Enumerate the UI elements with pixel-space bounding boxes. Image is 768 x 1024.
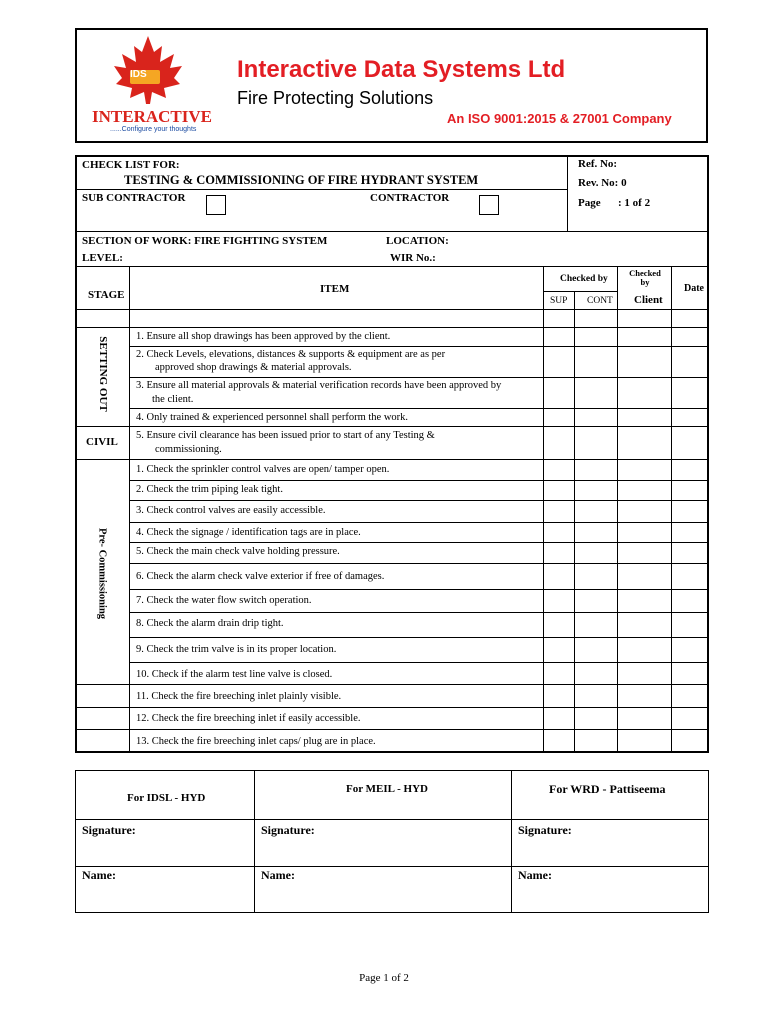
rev-no: Rev. No: 0 — [578, 177, 627, 189]
name-label-3: Name: — [518, 868, 552, 882]
location-label: LOCATION: — [386, 235, 449, 247]
cont-header: CONT — [587, 296, 613, 306]
item-precomm-1: 1. Check the sprinkler control valves are open/ tamper open. — [136, 464, 390, 475]
stage-setting-out: SETTING OUT — [97, 336, 109, 412]
signoff-wrd: For WRD - Pattiseema — [549, 782, 666, 796]
page-label: Page — [578, 197, 601, 209]
stage-civil: CIVIL — [86, 436, 118, 448]
sub-contractor-checkbox[interactable] — [206, 195, 226, 215]
checked-by-header: Checked by — [560, 274, 608, 284]
item-precomm-11: 11. Check the fire breeching inlet plainly visible. — [136, 691, 342, 702]
name-label-2: Name: — [261, 868, 295, 882]
date-header: Date — [684, 283, 704, 294]
item-header: ITEM — [320, 283, 350, 295]
item-setting-out-3: 3. Ensure all material approvals & material verification records have been approved by — [136, 380, 502, 391]
item-precomm-2: 2. Check the trim piping leak tight. — [136, 484, 283, 495]
logo-tagline: ......Configure your thoughts — [110, 126, 197, 133]
signoff-meil: For MEIL - HYD — [346, 783, 428, 795]
item-setting-out-1: 1. Ensure all shop drawings has been approved by the client. — [136, 331, 391, 342]
item-precomm-4: 4. Check the signage / identification tags are in place. — [136, 527, 361, 538]
item-precomm-7: 7. Check the water flow switch operation. — [136, 595, 312, 606]
logo-badge: IDS — [130, 69, 147, 80]
ref-no: Ref. No: — [578, 158, 618, 170]
name-label-1: Name: — [82, 868, 116, 882]
section-of-work: SECTION OF WORK: FIRE FIGHTING SYSTEM — [82, 235, 328, 247]
checked-by-client-header: Checked by — [629, 268, 661, 287]
signature-label-2: Signature: — [261, 823, 315, 837]
iso-statement: An ISO 9001:2015 & 27001 Company — [447, 111, 672, 126]
item-precomm-8: 8. Check the alarm drain drip tight. — [136, 618, 284, 629]
item-precomm-3: 3. Check control valves are easily accessible. — [136, 505, 326, 516]
contractor-checkbox[interactable] — [479, 195, 499, 215]
page-footer: Page 1 of 2 — [359, 972, 409, 984]
stage-pre-commissioning: Pre- Commissioning — [96, 527, 108, 620]
item-setting-out-4: 4. Only trained & experienced personnel shall perform the work. — [136, 412, 409, 423]
item-civil-5: 5. Ensure civil clearance has been issued prior to start of any Testing & — [136, 430, 435, 441]
company-subtitle: Fire Protecting Solutions — [237, 88, 434, 108]
stage-header: STAGE — [88, 289, 125, 301]
item-precomm-5: 5. Check the main check valve holding pressure. — [136, 546, 340, 557]
item-setting-out-3-cont: the client. — [152, 394, 194, 405]
signature-label-3: Signature: — [518, 823, 572, 837]
level-label: LEVEL: — [82, 252, 123, 264]
item-civil-5-cont: commissioning. — [155, 444, 222, 455]
client-header: Client — [634, 294, 663, 306]
company-name: Interactive Data Systems Ltd — [237, 56, 566, 83]
item-setting-out-2: 2. Check Levels, elevations, distances & supports & equipment are as per — [136, 349, 446, 360]
checklist-for-label: CHECK LIST FOR: — [82, 159, 180, 171]
item-precomm-9: 9. Check the trim valve is in its proper location. — [136, 644, 337, 655]
logo-word: INTERACTIVE — [92, 107, 212, 126]
sub-contractor-label: SUB CONTRACTOR — [82, 192, 186, 204]
checklist-title: TESTING & COMMISSIONING OF FIRE HYDRANT SYSTEM — [124, 173, 479, 187]
item-setting-out-2-cont: approved shop drawings & material approvals. — [155, 362, 352, 373]
page-value: : 1 of 2 — [618, 197, 651, 209]
sup-header: SUP — [550, 296, 568, 306]
item-precomm-6: 6. Check the alarm check valve exterior if free of damages. — [136, 571, 385, 582]
signature-label-1: Signature: — [82, 823, 136, 837]
wir-no-label: WIR No.: — [390, 252, 436, 264]
contractor-label: CONTRACTOR — [370, 192, 450, 204]
item-precomm-10: 10. Check if the alarm test line valve is closed. — [136, 669, 333, 680]
signoff-idsl: For IDSL - HYD — [127, 792, 206, 804]
item-precomm-13: 13. Check the fire breeching inlet caps/ plug are in place. — [136, 736, 376, 747]
item-precomm-12: 12. Check the fire breeching inlet if easily accessible. — [136, 713, 361, 724]
